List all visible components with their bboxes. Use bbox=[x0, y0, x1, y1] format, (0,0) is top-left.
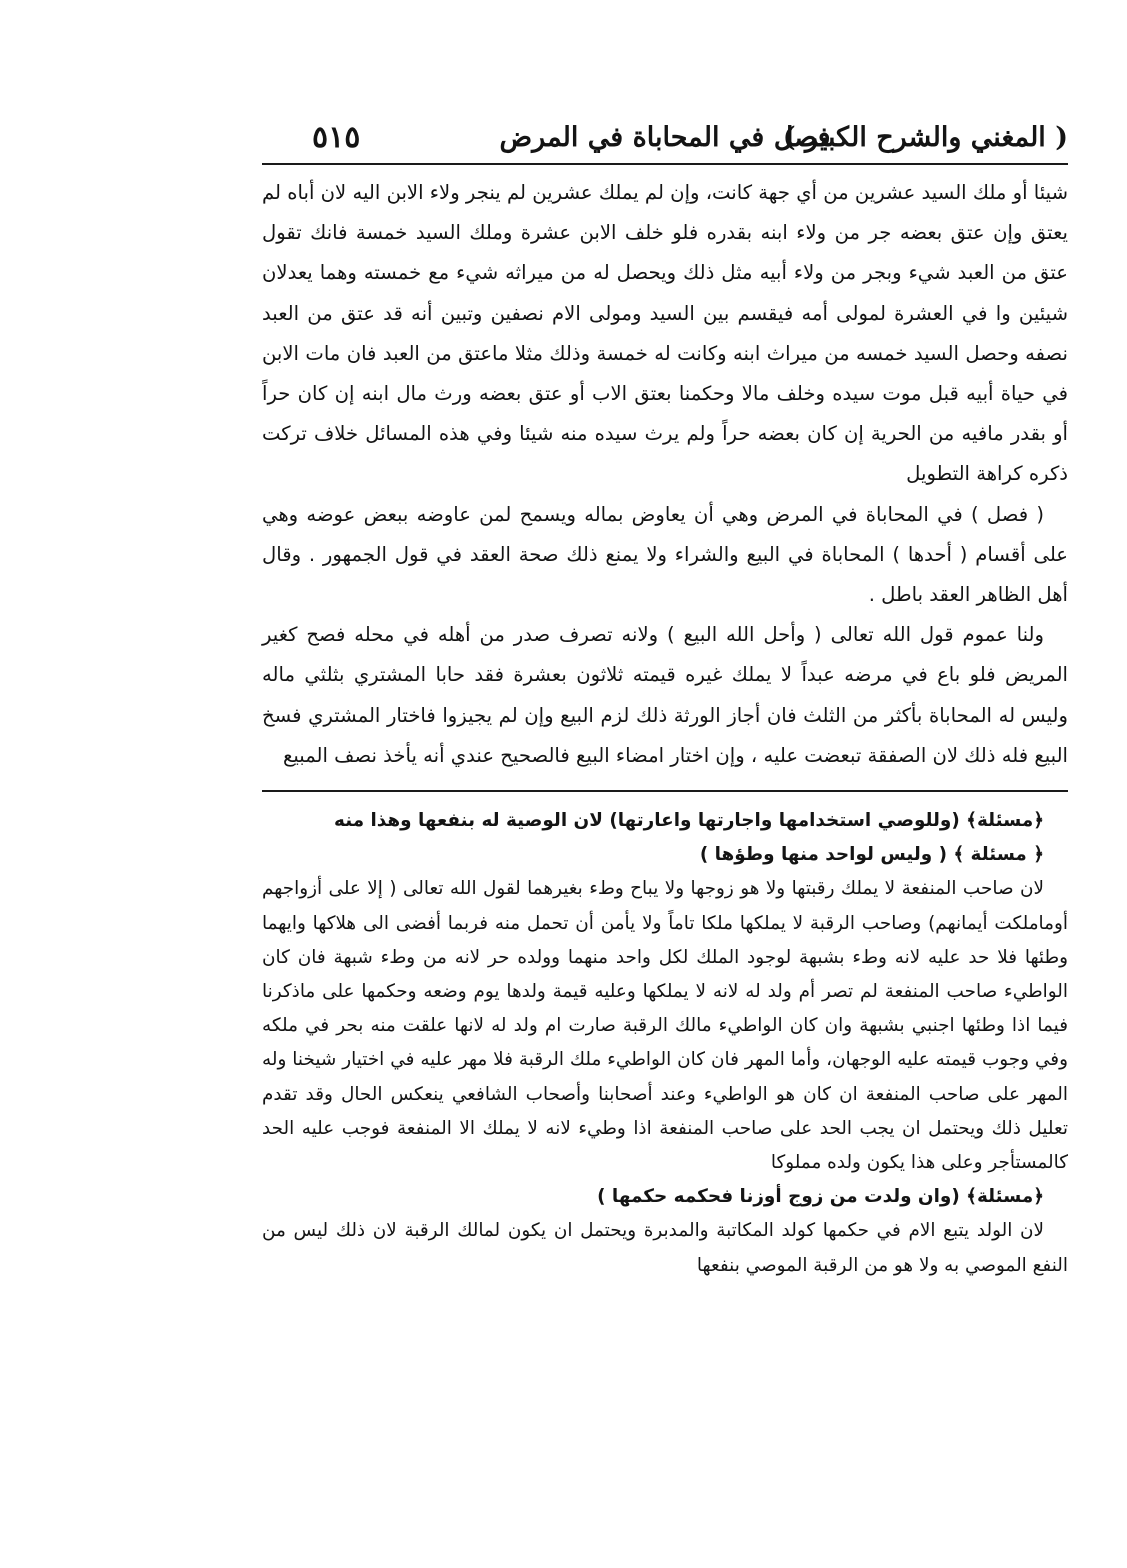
section-title: فصل في المحاباة في المرض bbox=[499, 122, 831, 153]
book-page bbox=[262, 115, 1068, 1545]
page-number: ٥١٥ bbox=[312, 120, 361, 155]
masala-heading: ﴿مسئلة﴾ (وان ولدت من زوج أوزنا فحكمه حكمها ) bbox=[597, 1186, 1044, 1208]
main-paragraph: ( فصل ) في المحاباة في المرض وهي أن يعاوض بماله ويسمح لمن عاوضه ببعض عوضه وهي على أقسام ( أحدها ) المحاباة في البيع والشراء ولا يمنع ذلك صحة العقد في قول الجمهور . وقال أهل الظاهر العقد باطل . bbox=[262, 502, 1068, 607]
commentary-paragraph: لان صاحب المنفعة لا يملك رقبتها ولا هو زوجها ولا يباح وطء بغيرهما لقول الله تعالى ( إلا على أزواجهم أوماملكت أيمانهم) وصاحب الرقبة لا يملكها ملكا تاماً ولا يأمن أن تحمل منه فربما أفضى الى هلاكها وايهما وطئها فلا حد عليه لانه وطء بشبهة لوجود الملك لكل واحد منهما وولده حر لانه من وطء شبهة فان كان الواطيء صاحب المنفعة لم تصر أم ولد له لانه لا يملكها وعليه قيمة ولدها يوم وضعه وحكمها على ماذكرنا فيما اذا وطئها اجنبي بشبهة وان كان الواطيء مالك الرقبة صارت ام ولد له لانها علقت منه بحر في ملكه وفي وجوب قيمته عليه الوجهان، وأما المهر فان كان الواطيء ملك الرقبة فلا مهر عليه في اختيار شيخنا وله المهر على صاحب المنفعة ان كان هو الواطيء وعند أصحابنا وأصحاب الشافعي ينعكس الحال وقد تقدم تعليل ذلك ويحتمل ان يجب الحد على صاحب المنفعة اذا وطيء لانه لا يملك الا المنفعة فوجب عليه الحد كالمستأجر وعلى هذا يكون ولده مملوكا bbox=[262, 878, 1068, 1174]
main-paragraph: ولنا عموم قول الله تعالى ( وأحل الله البيع ) ولانه تصرف صدر من أهله في محله فصح كغير المريض فلو باع في مرضه عبداً لا يملك غيره قيمته ثلاثون بعشرة فقد حابا المشتري بثلثي ماله وليس له المحاباة بأكثر من الثلث فان أجاز الورثة ذلك لزم البيع وإن لم يجيزوا فاختار المشتري فسخ البيع فله ذلك لان الصفقة تبعضت عليه ، وإن اختار امضاء البيع فالصحيح عندي أنه يأخذ نصف المبيع bbox=[262, 623, 1068, 767]
header-rule bbox=[262, 163, 1068, 165]
main-text bbox=[262, 173, 1068, 776]
main-paragraph: شيئا أو ملك السيد عشرين من أي جهة كانت، وإن لم يملك عشرين لم ينجر ولاء الابن اليه لان أباه لم يعتق وإن عتق بعضه جر من ولاء ابنه بقدره فلو خلف الابن عشرة وملك السيد خمسة فانك تقول عتق من العبد شيء وبجر من ولاء أبيه مثل ذلك ويحصل له من ميراثه شيء مع خمسته وهما يعدلان شيئين وا في العشرة لمولى أمه فيقسم بين السيد ومولى الام نصفين وتبين أنه قد عتق من العبد نصفه وحصل السيد خمسه من ميراث ابنه وكانت له خمسة وذلك مثلا ماعتق من العبد فان مات الابن في حياة أبيه قبل موت سيده وخلف مالا وحكمنا بعتق الاب أو عتق بعضه ورث مال ابنه إن كان حراً أو بقدر مافيه من الحرية إن كان بعضه حراً ولم يرث سيده منه شيئا وفي هذه المسائل خلاف تركت ذكره كراهة التطويل bbox=[262, 181, 1068, 486]
book-title: ( المغني والشرح الكبير ) bbox=[782, 122, 1068, 153]
commentary-section bbox=[262, 804, 1068, 1283]
masala-heading: ﴿ مسئلة ﴾ ( وليس لواحد منها وطؤها ) bbox=[699, 844, 1044, 866]
page-header bbox=[262, 115, 1068, 161]
commentary-paragraph: لان الولد يتبع الام في حكمها كولد المكاتبة والمدبرة ويحتمل ان يكون لمالك الرقبة لان ذلك ليس من النفع الموصي به ولا هو من الرقبة الموصي بنفعها bbox=[262, 1220, 1068, 1276]
masala-heading: ﴿مسئلة﴾ (وللوصي استخدامها واجارتها واعارتها) لان الوصية له بنفعها وهذا منه bbox=[334, 810, 1044, 832]
footnote-rule bbox=[262, 790, 1068, 792]
